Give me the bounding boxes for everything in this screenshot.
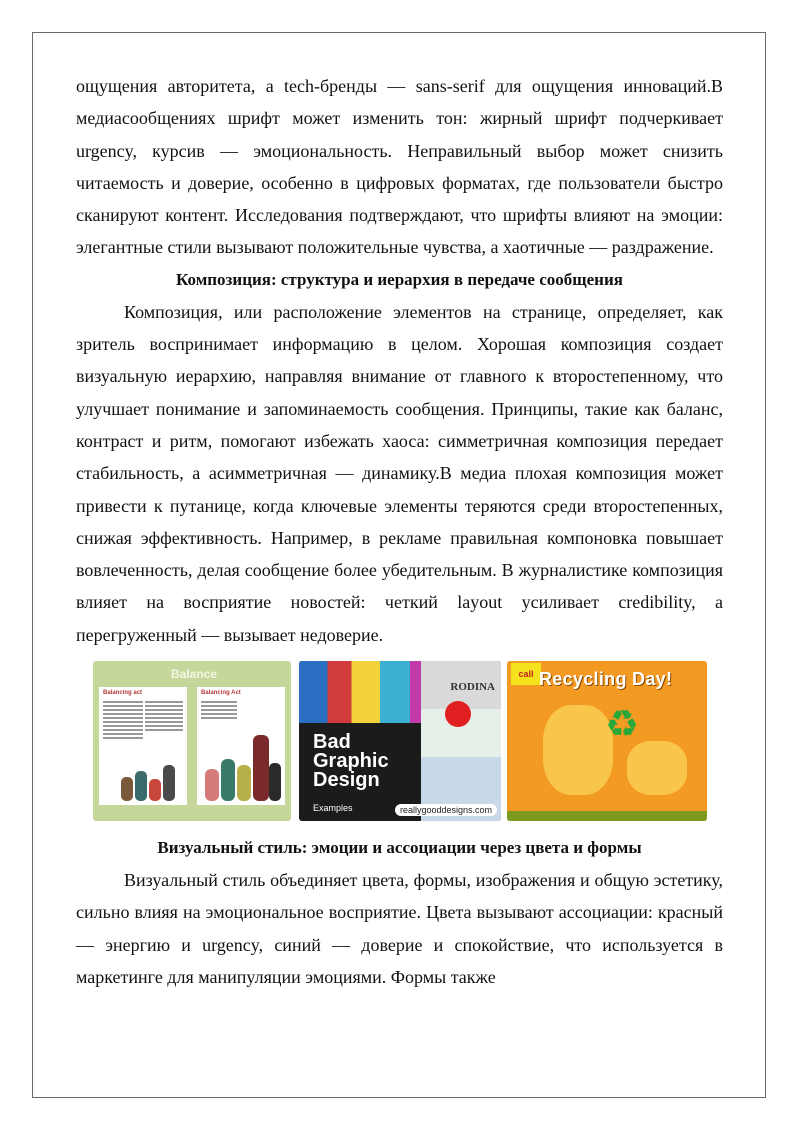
bad-design-url: reallygooddesigns.com bbox=[395, 804, 497, 816]
figure-row bbox=[93, 657, 707, 829]
text-lines bbox=[201, 701, 237, 721]
poster-word: RODINA bbox=[450, 681, 495, 694]
vases-illustration bbox=[203, 729, 283, 803]
recycling-title: Recycling Day! bbox=[539, 669, 673, 690]
bad-design-headline: Bad Graphic Design bbox=[313, 731, 389, 792]
bad-graphic-design-image bbox=[299, 661, 501, 821]
decor-shape bbox=[543, 705, 613, 795]
bottom-strip bbox=[507, 811, 707, 821]
bad-design-subline: Examples bbox=[313, 803, 353, 814]
balance-example-image bbox=[93, 661, 291, 821]
balance-card-left bbox=[99, 687, 187, 805]
red-circle-shape bbox=[445, 701, 471, 727]
recycle-icon: ♻ bbox=[605, 704, 640, 747]
decor-shape bbox=[627, 741, 687, 795]
balance-card-left-heading: Balancing act bbox=[103, 690, 143, 697]
paragraph-typography-end: ощущения авторитета, а tech-бренды — sans-serif для ощущения инноваций.В медиасообщениях шрифт может изменить тон: жирный шрифт подчеркивает urgency, курсив — эмоциональность. Неправильный выбор может снизить читаемость и доверие, особенно в цифровых форматах, где пользователи быстро сканируют контент. Исследования подтверждают, что шрифты влияют на эмоции: элегантные стили вызывают положительные чувства, а хаотичные — раздражение. bbox=[76, 76, 723, 258]
call-burst: call bbox=[511, 663, 541, 685]
heading-visual-style: Визуальный стиль: эмоции и ассоциации через цвета и формы bbox=[157, 838, 642, 858]
balance-title: Balance bbox=[171, 667, 218, 682]
balance-card-right-heading: Balancing Act bbox=[201, 690, 241, 697]
paragraph-visual-style: Визуальный стиль объединяет цвета, формы, изображения и общую эстетику, сильно влияя на эмоциональное восприятие. Цвета вызывают ассоциации: красный — энергию и urgency, синий — доверие и спокойствие, что используется в маркетинге для манипуляции эмоциями. Формы также bbox=[76, 870, 723, 987]
recycling-day-image bbox=[507, 661, 707, 821]
balance-card-right bbox=[197, 687, 285, 805]
paragraph-composition: Композиция, или расположение элементов на странице, определяет, как зритель воспринимает информацию в целом. Хорошая композиция создает визуальную иерархию, направляя внимание от главного к второстепенному, что улучшает понимание и запоминаемость сообщения. Принципы, такие как баланс, контраст и ритм, помогают избежать хаоса: симметричная композиция передает стабильность, а асимметричная — динамику.В медиа плохая композиция может привести к путанице, когда ключевые элементы теряются среди второстепенных, снижая эффективность. Например, в рекламе правильная компоновка повышает вовлеченность, делая сообщение более убедительным. В журналистике композиция влияет на восприятие новостей: четкий layout усиливает credibility, а перегруженный — вызывает недоверие. bbox=[76, 301, 723, 645]
heading-composition: Композиция: структура и иерархия в передаче сообщения bbox=[176, 269, 623, 289]
document-body bbox=[76, 70, 723, 993]
text-lines bbox=[103, 701, 143, 741]
text-lines bbox=[145, 701, 183, 733]
vases-illustration bbox=[119, 755, 185, 803]
